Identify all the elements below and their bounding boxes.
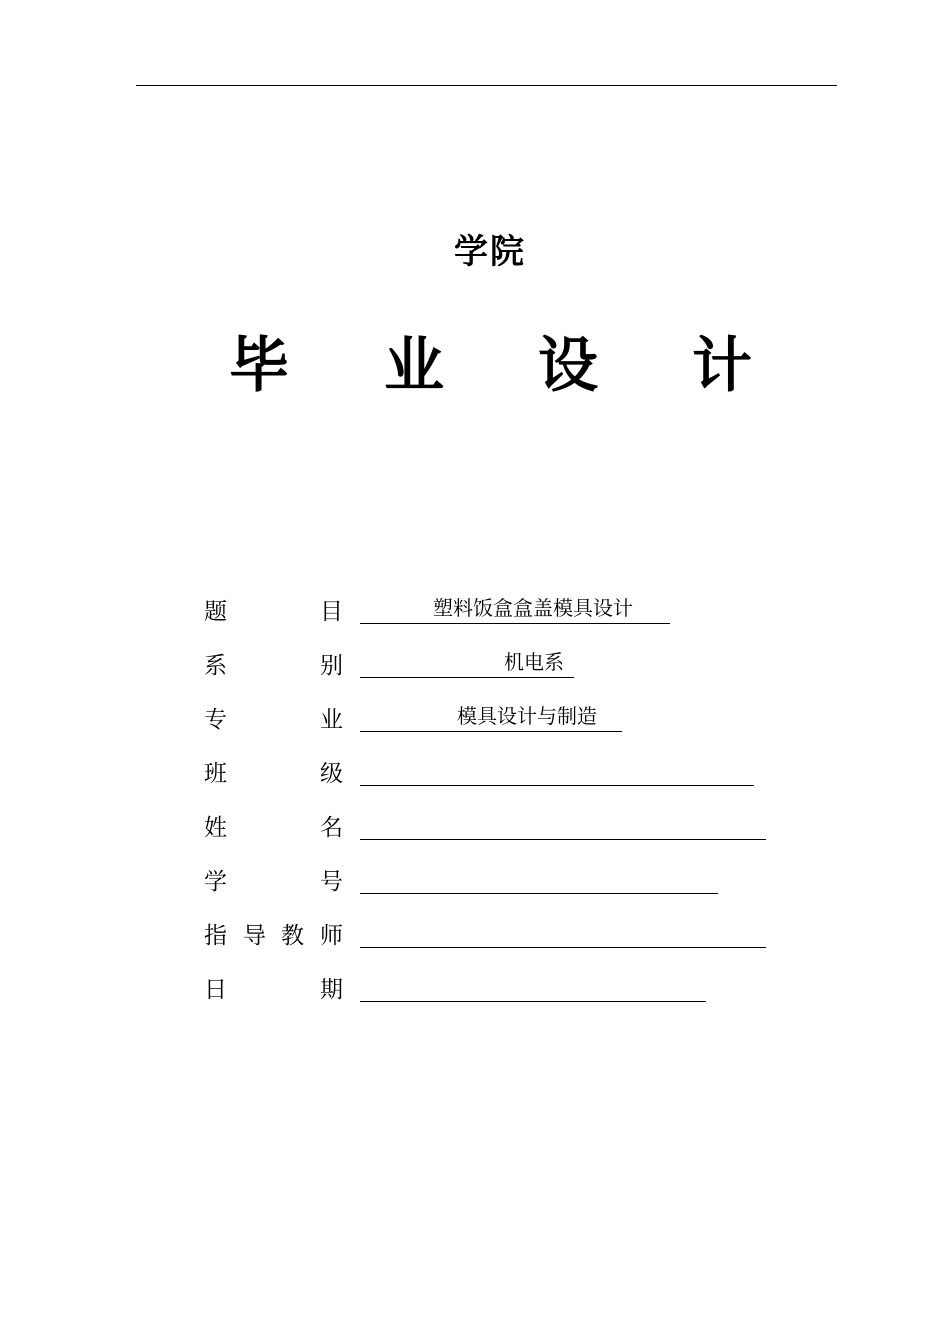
student-id-row xyxy=(0,866,950,898)
date-row xyxy=(0,974,950,1006)
title-char: 设 xyxy=(538,331,598,401)
title-char: 业 xyxy=(384,331,444,401)
date-field[interactable] xyxy=(360,974,706,1002)
major-value: 模具设计与制造 xyxy=(457,704,597,728)
topic-label-char: 目 xyxy=(320,599,343,625)
major-row xyxy=(0,704,950,736)
title-char: 计 xyxy=(692,331,752,401)
header-rule xyxy=(136,85,837,86)
department-field[interactable] xyxy=(360,650,574,678)
name-field[interactable] xyxy=(360,812,766,840)
student-id-label-char: 学 xyxy=(204,869,227,895)
class-label-char: 级 xyxy=(320,761,343,787)
major-label-char: 业 xyxy=(320,707,343,733)
topic-field[interactable] xyxy=(360,596,670,624)
name-label-char: 姓 xyxy=(204,815,227,841)
student-id-label-char: 号 xyxy=(320,869,343,895)
date-label-char: 日 xyxy=(204,977,227,1003)
department-row xyxy=(0,650,950,682)
topic-label-char: 题 xyxy=(204,599,227,625)
name-label-char: 名 xyxy=(320,815,343,841)
department-value: 机电系 xyxy=(504,650,564,674)
class-label-char: 班 xyxy=(204,761,227,787)
date-label-char: 期 xyxy=(320,977,343,1003)
advisor-row xyxy=(0,920,950,952)
major-field[interactable] xyxy=(360,704,622,732)
advisor-field[interactable] xyxy=(360,920,766,948)
advisor-label-char: 师 xyxy=(320,923,343,949)
class-field[interactable] xyxy=(360,758,754,786)
college-name: 学院 xyxy=(454,232,526,272)
major-label-char: 专 xyxy=(204,707,227,733)
department-label-char: 别 xyxy=(320,653,343,679)
class-row xyxy=(0,758,950,790)
topic-row xyxy=(0,596,950,628)
advisor-label-char: 教 xyxy=(281,923,304,949)
advisor-label-char: 指 xyxy=(204,923,227,949)
topic-value: 塑料饭盒盒盖模具设计 xyxy=(433,596,633,620)
main-title xyxy=(0,326,950,406)
advisor-label-char: 导 xyxy=(243,923,266,949)
department-label-char: 系 xyxy=(204,653,227,679)
title-char: 毕 xyxy=(229,331,289,401)
student-id-field[interactable] xyxy=(360,866,718,894)
name-row xyxy=(0,812,950,844)
